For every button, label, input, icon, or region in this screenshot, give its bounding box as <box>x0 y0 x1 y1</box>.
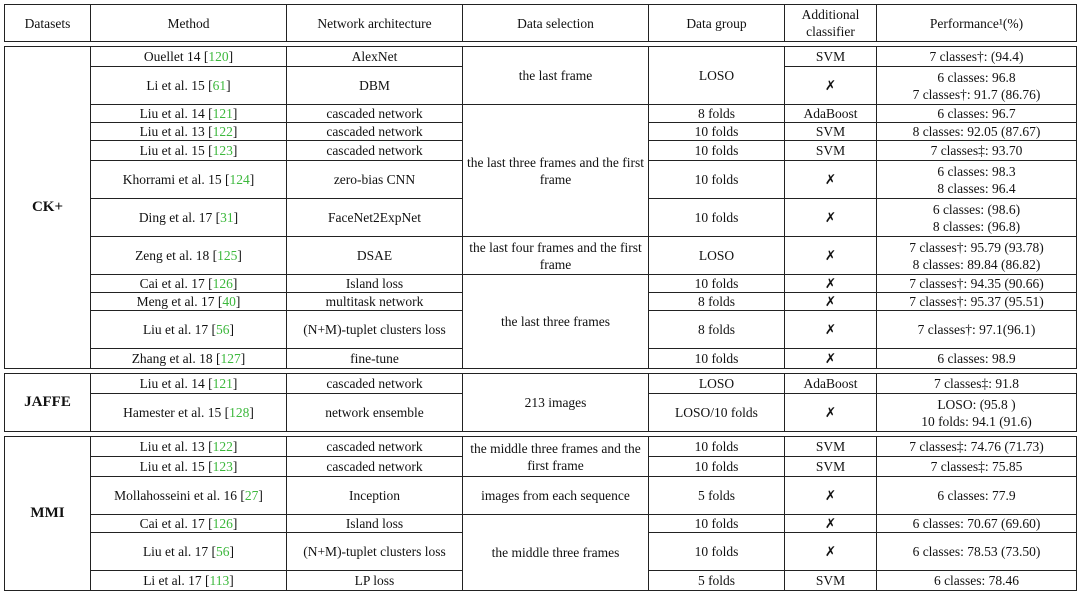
performance-cell: 7 classes‡: 75.85 <box>877 457 1077 477</box>
method-cell: Mollahosseini et al. 16 [27] <box>91 477 287 515</box>
method-cell: Liu et al. 17 [56] <box>91 533 287 571</box>
performance-cell: 8 classes: 92.05 (87.67) <box>877 123 1077 141</box>
data-selection-cell: the last three frames and the first frame <box>463 105 649 237</box>
citation-link: 31 <box>220 210 234 225</box>
data-group-cell: 10 folds <box>649 199 785 237</box>
method-cell: Khorrami et al. 15 [124] <box>91 161 287 199</box>
data-group-cell: LOSO <box>649 237 785 275</box>
header-method: Method <box>91 5 287 42</box>
table-row <box>5 477 1077 515</box>
performance-cell: 6 classes: 70.67 (69.60) <box>877 515 1077 533</box>
network-cell: AlexNet <box>287 47 463 67</box>
data-group-cell: LOSO/10 folds <box>649 394 785 432</box>
method-cell: Hamester et al. 15 [128] <box>91 394 287 432</box>
citation-link: 121 <box>212 106 233 121</box>
classifier-cell: AdaBoost <box>785 105 877 123</box>
data-group-cell: 10 folds <box>649 123 785 141</box>
dataset-name-jaffe: JAFFE <box>5 374 91 432</box>
classifier-cell: SVM <box>785 123 877 141</box>
data-group-cell: 10 folds <box>649 533 785 571</box>
data-group-cell: LOSO <box>649 47 785 105</box>
method-cell: Ding et al. 17 [31] <box>91 199 287 237</box>
header-row <box>5 5 1077 42</box>
network-cell: multitask network <box>287 293 463 311</box>
data-selection-cell: 213 images <box>463 374 649 432</box>
performance-cell: 6 classes: 98.9 <box>877 349 1077 369</box>
classifier-cell: ✗ <box>785 293 877 311</box>
classifier-cell: SVM <box>785 457 877 477</box>
table-row <box>5 437 1077 457</box>
method-cell: Li et al. 17 [113] <box>91 571 287 591</box>
method-cell: Liu et al. 15 [123] <box>91 141 287 161</box>
performance-cell: LOSO: (95.8 ) 10 folds: 94.1 (91.6) <box>877 394 1077 432</box>
data-group-cell: 10 folds <box>649 437 785 457</box>
data-selection-cell: the last three frames <box>463 275 649 369</box>
classifier-cell: SVM <box>785 141 877 161</box>
citation-link: 56 <box>216 544 230 559</box>
citation-link: 56 <box>216 322 230 337</box>
citation-link: 122 <box>212 124 233 139</box>
citation-link: 40 <box>222 294 236 309</box>
network-cell: zero-bias CNN <box>287 161 463 199</box>
data-selection-cell: the middle three frames and the first frame <box>463 437 649 477</box>
citation-link: 121 <box>212 376 233 391</box>
data-selection-cell: the last frame <box>463 47 649 105</box>
performance-cell: 7 classes†: 95.37 (95.51) <box>877 293 1077 311</box>
classifier-cell: ✗ <box>785 237 877 275</box>
method-cell: Liu et al. 14 [121] <box>91 374 287 394</box>
table-row <box>5 105 1077 123</box>
performance-cell: 7 classes†: 95.79 (93.78) 8 classes: 89.84 (86.82) <box>877 237 1077 275</box>
header-data-group: Data group <box>649 5 785 42</box>
performance-cell: 7 classes‡: 91.8 <box>877 374 1077 394</box>
classifier-cell: ✗ <box>785 533 877 571</box>
dataset-name-ck: CK+ <box>5 47 91 369</box>
network-cell: (N+M)-tuplet clusters loss <box>287 533 463 571</box>
method-cell: Liu et al. 13 [122] <box>91 437 287 457</box>
data-group-cell: 10 folds <box>649 515 785 533</box>
data-group-cell: 5 folds <box>649 571 785 591</box>
citation-link: 113 <box>209 573 230 588</box>
network-cell: DSAE <box>287 237 463 275</box>
performance-cell: 7 classes‡: 74.76 (71.73) <box>877 437 1077 457</box>
citation-link: 122 <box>212 439 233 454</box>
classifier-cell: ✗ <box>785 275 877 293</box>
citation-link: 128 <box>229 405 250 420</box>
classifier-cell: SVM <box>785 571 877 591</box>
header-data-selection: Data selection <box>463 5 649 42</box>
classifier-cell: SVM <box>785 437 877 457</box>
data-group-cell: 8 folds <box>649 311 785 349</box>
network-cell: network ensemble <box>287 394 463 432</box>
table-row <box>5 275 1077 293</box>
data-selection-cell: images from each sequence <box>463 477 649 515</box>
performance-cell: 7 classes†: 94.35 (90.66) <box>877 275 1077 293</box>
table-row <box>5 47 1077 67</box>
network-cell: LP loss <box>287 571 463 591</box>
table-row <box>5 515 1077 533</box>
performance-cell: 7 classes†: (94.4) <box>877 47 1077 67</box>
method-cell: Li et al. 15 [61] <box>91 67 287 105</box>
data-group-cell: LOSO <box>649 374 785 394</box>
network-cell: DBM <box>287 67 463 105</box>
network-cell: Island loss <box>287 275 463 293</box>
citation-link: 127 <box>220 351 241 366</box>
classifier-cell: SVM <box>785 47 877 67</box>
method-cell: Liu et al. 13 [122] <box>91 123 287 141</box>
classifier-cell: ✗ <box>785 67 877 105</box>
header-additional-classifier: Additional classifier <box>785 5 877 42</box>
network-cell: cascaded network <box>287 437 463 457</box>
dataset-name-mmi: MMI <box>5 437 91 591</box>
network-cell: cascaded network <box>287 374 463 394</box>
classifier-cell: ✗ <box>785 349 877 369</box>
data-group-cell: 10 folds <box>649 457 785 477</box>
performance-cell: 6 classes: (98.6) 8 classes: (96.8) <box>877 199 1077 237</box>
results-table <box>4 4 1077 591</box>
network-cell: Island loss <box>287 515 463 533</box>
citation-link: 124 <box>229 172 250 187</box>
method-cell: Liu et al. 14 [121] <box>91 105 287 123</box>
data-group-cell: 10 folds <box>649 161 785 199</box>
performance-cell: 6 classes: 96.7 <box>877 105 1077 123</box>
network-cell: fine-tune <box>287 349 463 369</box>
citation-link: 123 <box>212 459 233 474</box>
citation-link: 123 <box>212 143 233 158</box>
performance-cell: 6 classes: 98.3 8 classes: 96.4 <box>877 161 1077 199</box>
citation-link: 61 <box>212 78 227 93</box>
network-cell: cascaded network <box>287 105 463 123</box>
method-cell: Meng et al. 17 [40] <box>91 293 287 311</box>
data-group-cell: 8 folds <box>649 293 785 311</box>
method-cell: Liu et al. 17 [56] <box>91 311 287 349</box>
classifier-cell: ✗ <box>785 161 877 199</box>
performance-cell: 6 classes: 78.53 (73.50) <box>877 533 1077 571</box>
header-network-architecture: Network architecture <box>287 5 463 42</box>
data-selection-cell: the middle three frames <box>463 515 649 591</box>
header-datasets: Datasets <box>5 5 91 42</box>
network-cell: cascaded network <box>287 457 463 477</box>
network-cell: Inception <box>287 477 463 515</box>
method-cell: Cai et al. 17 [126] <box>91 275 287 293</box>
classifier-cell: ✗ <box>785 311 877 349</box>
network-cell: (N+M)-tuplet clusters loss <box>287 311 463 349</box>
data-group-cell: 10 folds <box>649 141 785 161</box>
data-group-cell: 10 folds <box>649 349 785 369</box>
performance-cell: 7 classes‡: 93.70 <box>877 141 1077 161</box>
classifier-cell: ✗ <box>785 199 877 237</box>
network-cell: FaceNet2ExpNet <box>287 199 463 237</box>
classifier-cell: ✗ <box>785 477 877 515</box>
performance-cell: 6 classes: 77.9 <box>877 477 1077 515</box>
network-cell: cascaded network <box>287 123 463 141</box>
citation-link: 120 <box>208 49 229 64</box>
method-cell: Zeng et al. 18 [125] <box>91 237 287 275</box>
method-cell: Zhang et al. 18 [127] <box>91 349 287 369</box>
data-selection-cell: the last four frames and the first frame <box>463 237 649 275</box>
performance-cell: 6 classes: 78.46 <box>877 571 1077 591</box>
citation-link: 27 <box>244 488 259 503</box>
citation-link: 125 <box>217 248 238 263</box>
header-performance: Performance¹(%) <box>877 5 1077 42</box>
performance-cell: 7 classes†: 97.1(96.1) <box>877 311 1077 349</box>
classifier-cell: ✗ <box>785 515 877 533</box>
data-group-cell: 8 folds <box>649 105 785 123</box>
method-cell: Liu et al. 15 [123] <box>91 457 287 477</box>
performance-cell: 6 classes: 96.8 7 classes†: 91.7 (86.76) <box>877 67 1077 105</box>
method-cell: Ouellet 14 [120] <box>91 47 287 67</box>
classifier-cell: ✗ <box>785 394 877 432</box>
table-row <box>5 374 1077 394</box>
table-row <box>5 237 1077 275</box>
table-body <box>5 47 1077 591</box>
network-cell: cascaded network <box>287 141 463 161</box>
citation-link: 126 <box>212 276 233 291</box>
classifier-cell: AdaBoost <box>785 374 877 394</box>
method-cell: Cai et al. 17 [126] <box>91 515 287 533</box>
citation-link: 126 <box>212 516 233 531</box>
data-group-cell: 10 folds <box>649 275 785 293</box>
data-group-cell: 5 folds <box>649 477 785 515</box>
